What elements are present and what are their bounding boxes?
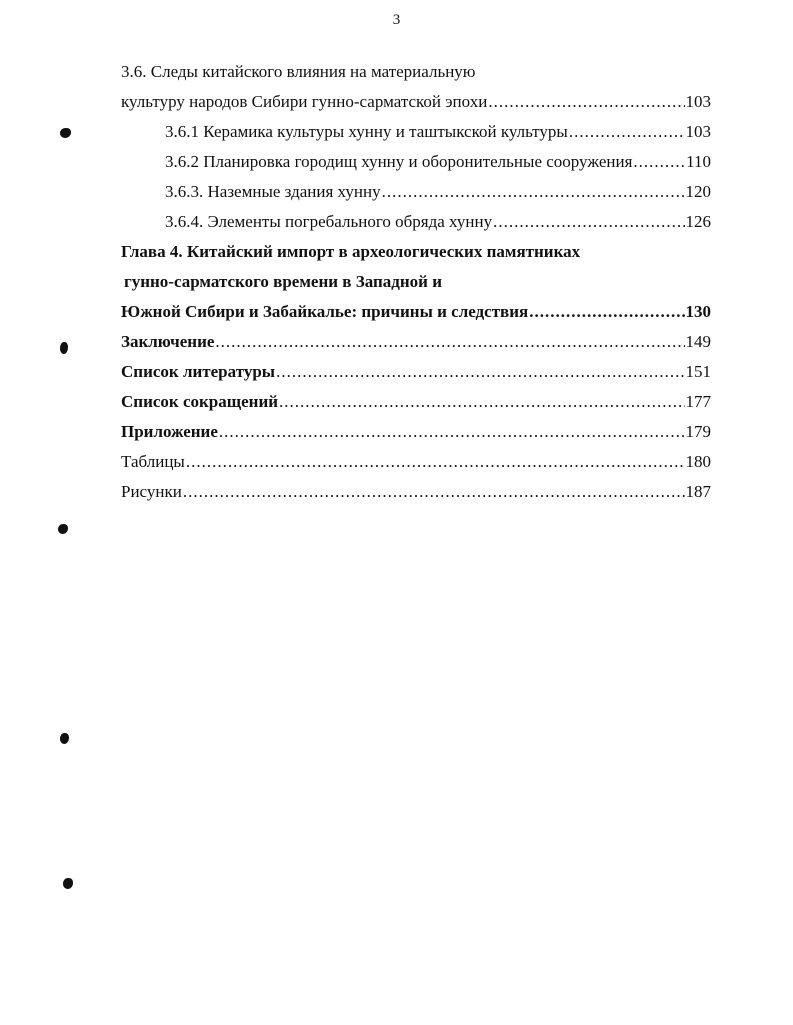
toc-subsection-3-6-4 xyxy=(165,212,711,232)
toc-leader-dots xyxy=(569,122,685,142)
toc-entry-title: культуру народов Сибири гунно-сарматской эпохи xyxy=(121,92,488,111)
toc-leader-dots xyxy=(276,362,684,382)
toc-entry-title: 3.6.4. Элементы погребального обряда хунну xyxy=(165,212,493,231)
toc-section-3-6-line2 xyxy=(121,92,711,112)
toc-leader-dots xyxy=(529,302,684,322)
toc-section-3-6-line1 xyxy=(121,62,476,82)
toc-entry-page: 177 xyxy=(685,392,711,411)
toc-leader-dots xyxy=(488,92,684,112)
toc-entry-title: Южной Сибири и Забайкалье: причины и следствия xyxy=(121,302,529,321)
toc-entry-page: 103 xyxy=(685,122,711,141)
toc-entry-title: Приложение xyxy=(121,422,218,441)
toc-entry-title: Список литературы xyxy=(121,362,276,381)
toc-leader-dots xyxy=(493,212,684,232)
toc-entry-page: 120 xyxy=(685,182,711,201)
toc-entry-title: гунно-сарматского времени в Западной и xyxy=(124,272,443,291)
toc-subsection-3-6-1 xyxy=(165,122,711,142)
toc-conclusion xyxy=(121,332,711,352)
toc-entry-title: 3.6. Следы китайского влияния на материальную xyxy=(121,62,476,81)
toc-entry-page: 179 xyxy=(685,422,711,441)
toc-entry-title: Рисунки xyxy=(121,482,182,501)
toc-subsection-3-6-3 xyxy=(165,182,711,202)
toc-entry-page: 126 xyxy=(685,212,711,231)
toc-leader-dots xyxy=(219,422,685,442)
toc-entry-title: Глава 4. Китайский импорт в археологических памятниках xyxy=(121,242,581,261)
toc-entry-page: 151 xyxy=(685,362,711,381)
toc-leader-dots xyxy=(633,152,685,172)
toc-abbreviations xyxy=(121,392,711,412)
toc-entry-page: 110 xyxy=(686,152,711,171)
toc-entry-title: 3.6.1 Керамика культуры хунну и таштыкской культуры xyxy=(165,122,568,141)
toc-appendix xyxy=(121,422,711,442)
toc-leader-dots xyxy=(279,392,684,412)
toc-chapter-4-line1 xyxy=(121,242,580,262)
toc-leader-dots xyxy=(183,482,685,502)
toc-chapter-4-line3 xyxy=(121,302,711,322)
toc-entry-title: Таблицы xyxy=(121,452,185,471)
toc-subsection-3-6-2 xyxy=(165,152,711,172)
toc-entry-page: 103 xyxy=(685,92,711,111)
toc-entry-title: Заключение xyxy=(121,332,215,351)
toc-entry-title: Список сокращений xyxy=(121,392,279,411)
toc-entry-page: 149 xyxy=(685,332,711,351)
toc-entry-title: 3.6.3. Наземные здания хунну xyxy=(165,182,381,201)
page-number: 3 xyxy=(392,12,401,28)
toc-leader-dots xyxy=(186,452,685,472)
toc-tables xyxy=(121,452,711,472)
toc-bibliography xyxy=(121,362,711,382)
toc-figures xyxy=(121,482,711,502)
toc-chapter-4-line2 xyxy=(124,272,442,292)
toc-leader-dots xyxy=(215,332,684,352)
toc-entry-page: 130 xyxy=(685,302,711,321)
toc-entry-page: 180 xyxy=(685,452,711,471)
toc-entry-title: 3.6.2 Планировка городищ хунну и оборонительные сооружения xyxy=(165,152,633,171)
toc-leader-dots xyxy=(382,182,685,202)
toc-entry-page: 187 xyxy=(685,482,711,501)
